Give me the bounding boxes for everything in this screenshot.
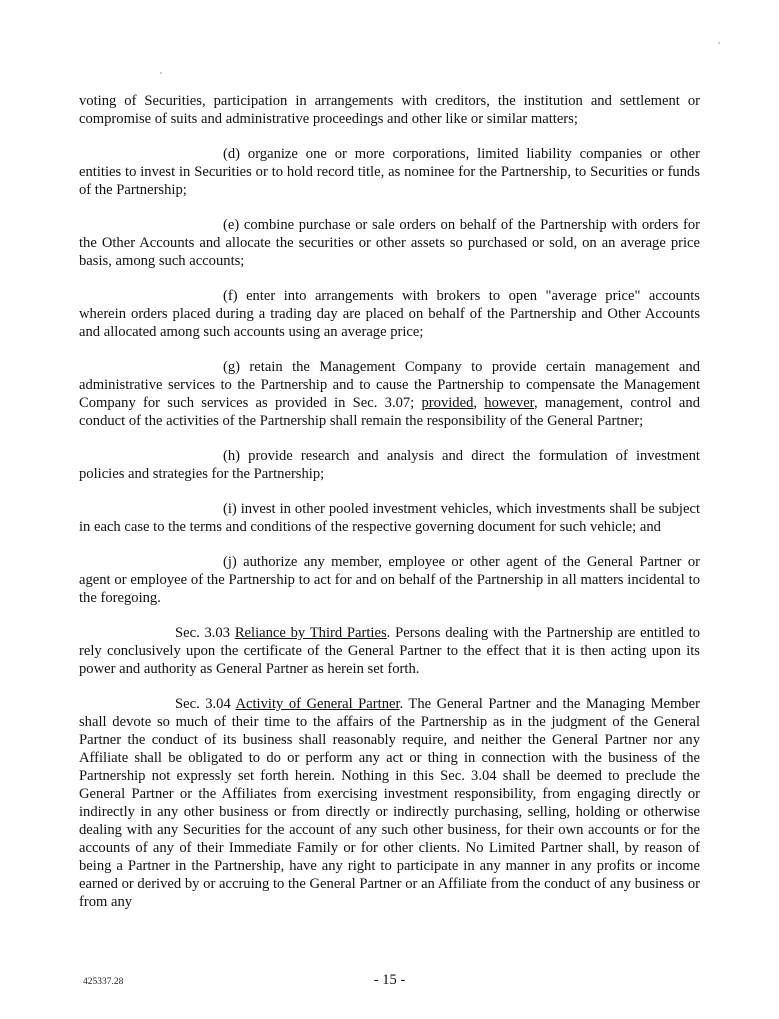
underlined-term: Reliance by Third Parties — [234, 625, 387, 641]
paragraph-sec-3-03 — [79, 624, 700, 678]
paragraph-item-e — [79, 216, 700, 270]
paragraph-item-d — [79, 145, 700, 199]
underlined-term: provided — [421, 395, 474, 411]
document-body — [79, 92, 700, 911]
scan-speck — [160, 72, 162, 74]
text-run: (h) provide research and analysis and direct the formulation of investment policies and strategies for the Partnership; — [79, 448, 700, 482]
underlined-term: Activity of General Partner — [235, 696, 400, 712]
paragraph-continuation — [79, 92, 700, 128]
text-run: Sec. 3.03 — [175, 625, 235, 641]
text-run: (f) enter into arrangements with brokers to open "average price" accounts wherein orders placed during a trading day are placed on behalf of the Partnership and Other Accounts and allocated among such accounts using an average price; — [79, 288, 700, 340]
page-number: - 15 - — [373, 972, 406, 988]
text-run: (g) retain the Management Company to provide certain management and administrative services to the Partnership and to cause the Partnership to compensate the Management Company for such services as provided in Sec. 3.07; — [79, 359, 700, 411]
paragraph-item-i — [79, 500, 700, 536]
scan-speck — [718, 42, 720, 44]
text-run: Sec. 3.04 — [175, 696, 236, 712]
text-run: (j) authorize any member, employee or other agent of the General Partner or agent or employee of the Partnership to act for and on behalf of the Partnership in all matters incidental to the foregoing. — [79, 554, 700, 606]
text-run: . The General Partner and the Managing Member shall devote so much of their time to the affairs of the Partnership as in the judgment of the General Partner the conduct of its business shall reasonably require, and neither the General Partner nor any Affiliate shall be obligated to do or perform any act or thing in connection with the business of the Partnership not expressly set forth herein. Nothing in this Sec. 3.04 shall be deemed to preclude the General Partner or the Affiliates from exercising investment responsibility, from engaging directly or indirectly in any other business or from directly or indirectly purchasing, selling, holding or otherwise dealing with any Securities for the account of any such other business, for their own accounts or for the accounts of any of their Immediate Family or for other clients. No Limited Partner shall, by reason of being a Partner in the Partnership, have any right to participate in any manner in any profits or income earned or derived by or accruing to the General Partner or an Affiliate from the conduct of any business or from any — [79, 696, 701, 910]
paragraph-item-g — [79, 358, 700, 430]
text-run: (e) combine purchase or sale orders on behalf of the Partnership with orders for the Other Accounts and allocate the securities or other assets so purchased or sold, on an average price basis, among such accounts; — [79, 217, 700, 269]
paragraph-item-j — [79, 553, 700, 607]
text-run: , — [473, 395, 485, 411]
underlined-term: however — [484, 395, 534, 411]
document-id: 425337.28 — [83, 977, 124, 987]
paragraph-sec-3-04 — [79, 695, 700, 911]
paragraph-item-f — [79, 287, 700, 341]
text-run: (d) organize one or more corporations, limited liability companies or other entities to invest in Securities or to hold record title, as nominee for the Partnership, to Securities or funds of the Partnership; — [79, 146, 700, 198]
text-run: , management, control and conduct of the activities of the Partnership shall remain the responsibility of the General Partner; — [79, 395, 700, 429]
paragraph-item-h — [79, 447, 700, 483]
text-run: . Persons dealing with the Partnership are entitled to rely conclusively upon the certificate of the General Partner to the effect that it is then acting upon its power and authority as General Partner as herein set forth. — [79, 625, 701, 677]
text-run: voting of Securities, participation in arrangements with creditors, the institution and settlement or compromise of suits and administrative proceedings and other like or similar matters; — [79, 93, 700, 127]
text-run: (i) invest in other pooled investment vehicles, which investments shall be subject in each case to the terms and conditions of the respective governing document for such vehicle; and — [79, 501, 700, 535]
